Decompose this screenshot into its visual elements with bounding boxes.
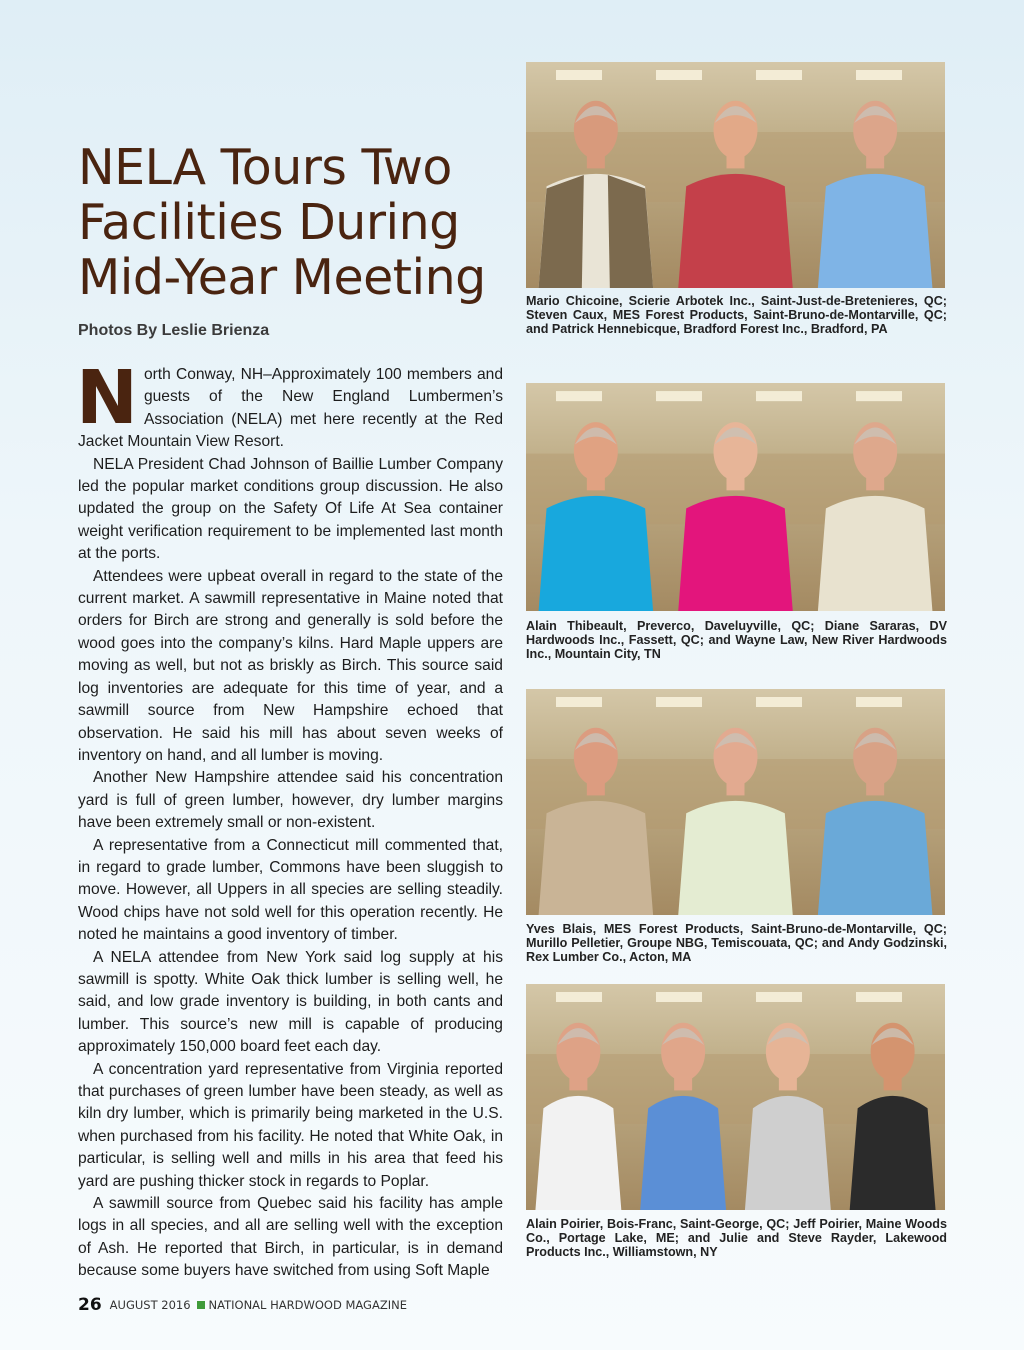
person-figure	[535, 1023, 621, 1210]
photo-caption-2: Alain Thibeault, Preverco, Daveluyville, QC; Diane Sararas, DV Hardwoods Inc., Fassett, QC; and Wayne Law, New River Hardwoods Inc., Mountain City, TN	[526, 619, 947, 661]
green-square-icon	[197, 1301, 205, 1309]
person-figure	[539, 422, 654, 611]
photo-caption-3: Yves Blais, MES Forest Products, Saint-Bruno-de-Montarville, QC; Murillo Pelletier, Groupe NBG, Temiscouata, QC; and Andy Godzinski, Rex Lumber Co., Acton, MA	[526, 922, 947, 964]
headline: NELA Tours Two Facilities During Mid-Year Meeting	[78, 139, 486, 306]
person-figure	[640, 1023, 726, 1210]
photo-illustration	[526, 689, 945, 915]
person-figure	[745, 1023, 831, 1210]
photo-illustration	[526, 62, 945, 288]
article-paragraph: Attendees were upbeat overall in regard to the state of the current market. A sawmill representative in Maine noted that orders for Birch are strong and generally is sold before the wood goes into the company’s kilns. Hard Maple uppers are moving as well, but not as briskly as Birch. This source said log inventories are adequate for this time of year, and a sawmill source from New Hampshire echoed that observation. He said his mill has about seven weeks of inventory on hand, and all lumber is moving.	[78, 567, 503, 764]
article-paragraph: North Conway, NH–Approximately 100 members and guests of the New England Lumbermen’s Association (NELA) met here recently at the Red Jacket Mountain View Resort.	[76, 355, 503, 451]
publication-name: NATIONAL HARDWOOD MAGAZINE	[208, 1298, 407, 1312]
photo-caption-1: Mario Chicoine, Scierie Arbotek Inc., Saint-Just-de-Bretenieres, QC; Steven Caux, MES Forest Products, Saint-Bruno-de-Montarville, QC; and Patrick Hennebicque, Bradford Forest Inc., Bradford, PA	[526, 294, 947, 336]
article-paragraph: A representative from a Connecticut mill commented that, in regard to grade lumber, Commons have been sluggish to move. However, all Uppers in all species are selling steadily. Wood chips have not sold well for this operation recently. He noted he maintains a good inventory of timber.	[78, 836, 503, 944]
photo-caption-4: Alain Poirier, Bois-Franc, Saint-George, QC; Jeff Poirier, Maine Woods Co., Portage Lake, ME; and Julie and Steve Rayder, Lakewood Products Inc., Williamstown, NY	[526, 1217, 947, 1259]
person-figure	[539, 728, 654, 915]
article-paragraph: Another New Hampshire attendee said his concentration yard is full of green lumber, however, dry lumber margins have been extremely small or non-existent.	[78, 769, 503, 832]
group-photo-4	[526, 984, 945, 1210]
page-number: 26	[78, 1295, 102, 1315]
group-photo-3	[526, 689, 945, 915]
article-body	[76, 355, 503, 1283]
person-figure	[678, 728, 793, 915]
person-figure	[850, 1023, 936, 1210]
person-figure	[678, 101, 793, 288]
drop-cap: N	[76, 355, 138, 441]
person-figure	[818, 422, 933, 611]
article-paragraph: A NELA attendee from New York said log supply at his sawmill is spotty. White Oak thick lumber is selling well, he said, and low grade inventory is building, in both cants and lumber. This source’s new mill is capable of producing approximately 150,000 board feet each day.	[78, 948, 503, 1056]
article-paragraph: NELA President Chad Johnson of Baillie Lumber Company led the popular market conditions group discussion. He also updated the group on the Safety Of Life At Sea container weight verification requirement to be implemented last month at the ports.	[78, 455, 503, 563]
person-figure	[678, 422, 793, 611]
group-photo-1	[526, 62, 945, 288]
article-paragraph: A concentration yard representative from Virginia reported that purchases of green lumber have been steady, as well as kiln dry lumber, which is primarily being marketed in the U.S. when purchased from his facility. He noted that White Oak, in particular, is selling well and mills in his area that feed his yard are pushing thicker stock in regards to Poplar.	[78, 1060, 503, 1190]
person-figure	[818, 728, 933, 915]
page-footer	[78, 1295, 407, 1315]
article-paragraph: A sawmill source from Quebec said his facility has ample logs in all species, and all are selling well with the exception of Ash. He reported that Birch, in particular, is in demand because some buyers have switched from using Soft Maple	[78, 1195, 503, 1280]
person-figure	[818, 101, 933, 288]
issue-date: AUGUST 2016	[109, 1298, 191, 1312]
photo-credit: Photos By Leslie Brienza	[78, 322, 270, 339]
group-photo-2	[526, 383, 945, 611]
person-figure	[539, 101, 654, 288]
photo-illustration	[526, 383, 945, 611]
photo-illustration	[526, 984, 945, 1210]
